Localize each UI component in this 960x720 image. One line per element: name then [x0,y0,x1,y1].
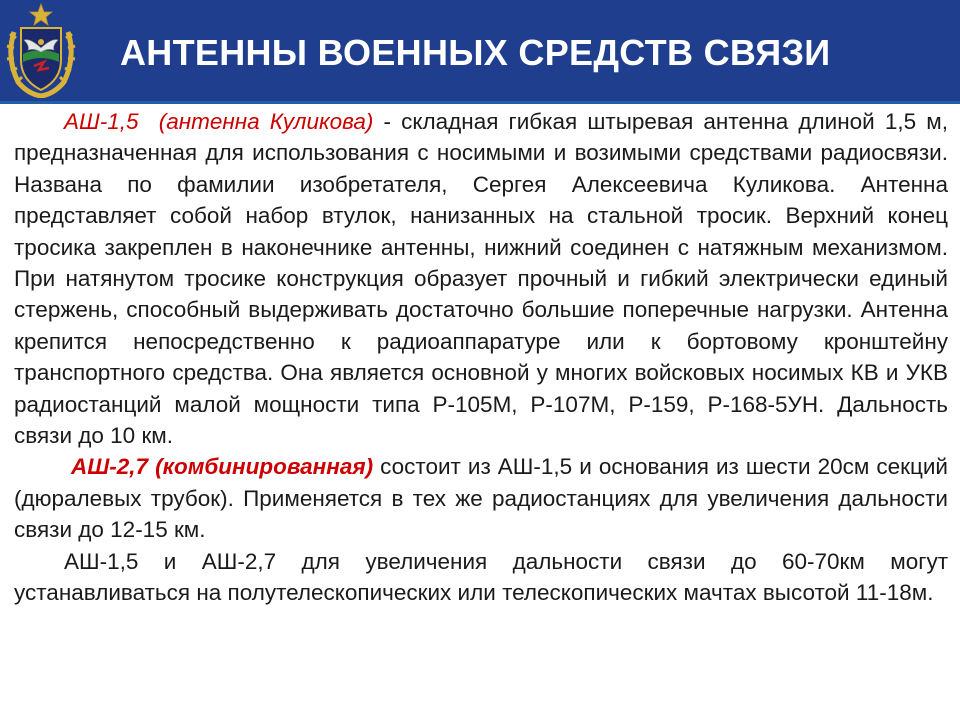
term-alias: (антенна Куликова) [158,109,374,134]
paragraph-masts-text: АШ-1,5 и АШ-2,7 для увеличения дальности связи до 60-70км могут устанавливаться на полутелескопических или телескопических мачтах высотой 11-18м. [14,548,948,606]
paragraph-ash-1-5-text: - складная гибкая штыревая антенна длиной 1,5 м, предназначенная для использования с носимыми и возимыми средствами радиосвязи. Названа по фамилии изобретателя, Сергея Алексеевича Куликова. Антенна представляет собой набор втулок, нанизанных на стальной тросик. Верхний конец тросика закреплен в наконечнике антенны, нижний соединен с натяжным механизмом. При натянутом тросике конструкция образует прочный и гибкий электрически единый стержень, способный выдерживать достаточно большие поперечные нагрузки. Антенна крепится непосредственно к радиоаппаратуре или к бортовому кронштейну транспортного средства. Она является основной у многих войсковых носимых КВ и УКВ радиостанций малой мощности типа Р-105М, Р-107М, Р-159, Р-168-5УН. Дальность связи до 10 км. [14,109,948,449]
paragraph-ash-2-7 [14,451,948,545]
term-ash-2-7: АШ-2,7 (комбинированная) [71,454,374,480]
paragraph-ash-2-7-text: состоит из АШ-1,5 и основания из шести 20см секций (дюралевых трубок). Применяется в тех же радиостанциях для увеличения дальности связи до 12-15 км. [14,454,948,543]
header-bar [0,0,960,104]
emblem-icon [4,2,78,98]
paragraph-masts [14,546,948,609]
content-area [14,106,948,609]
paragraph-ash-1-5 [14,106,948,451]
term-ash-1-5: АШ-1,5 [64,109,139,134]
page-title: АНТЕННЫ ВОЕННЫХ СРЕДСТВ СВЯЗИ [120,32,831,73]
